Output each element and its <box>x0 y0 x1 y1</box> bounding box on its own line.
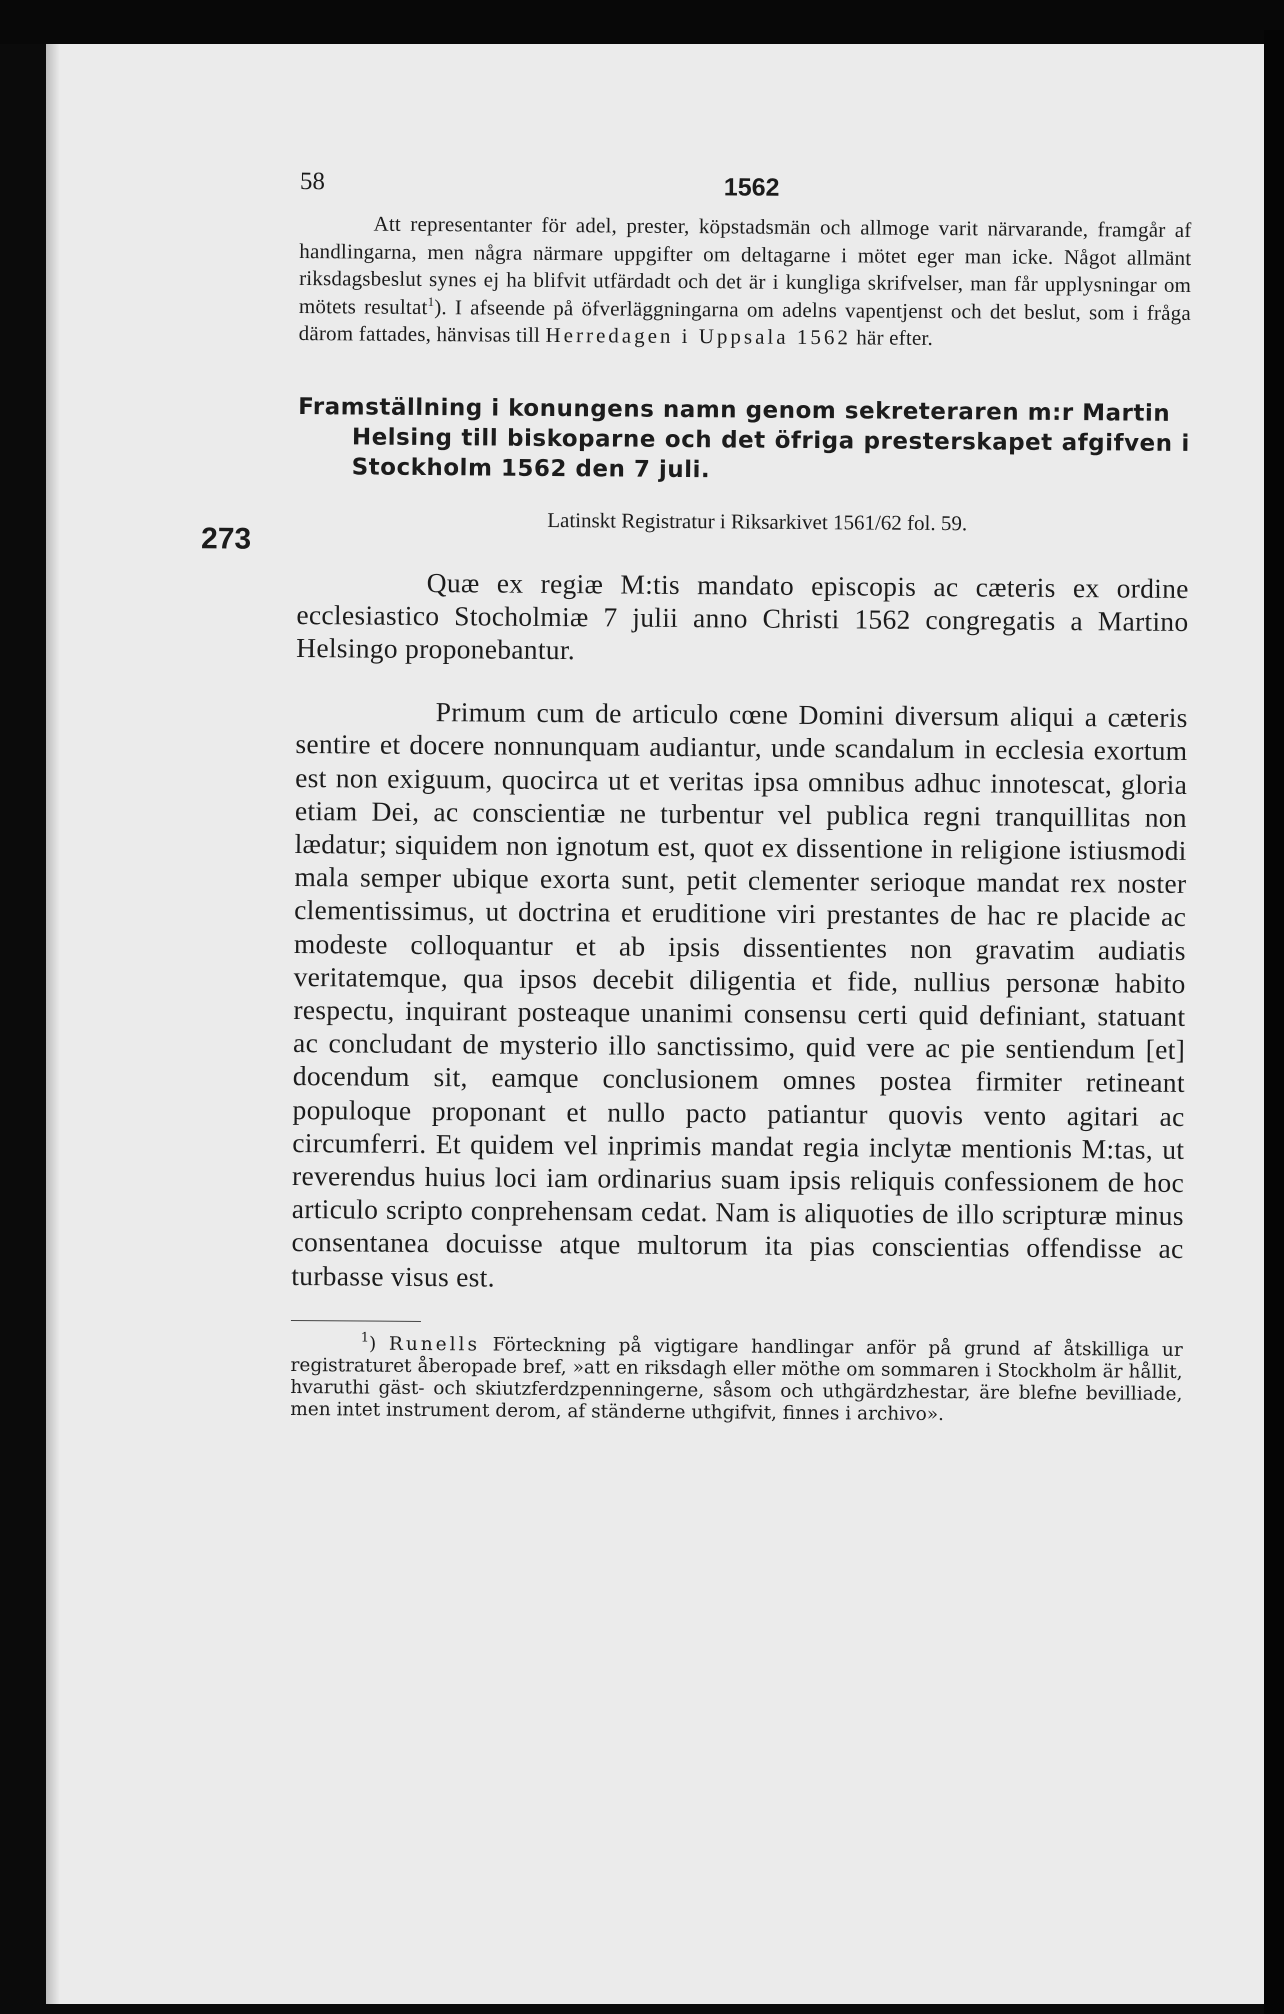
footnote-mark: 1 <box>360 1330 370 1346</box>
intro-paragraph <box>299 210 1192 355</box>
page-content <box>200 168 1192 1428</box>
page-edge-shadow <box>46 44 60 2004</box>
source-citation: Latinskt Registratur i Riksarkivet 1561/62 fol. 59. <box>547 507 968 535</box>
document-number: 273 <box>200 522 252 556</box>
document-title <box>298 391 1191 488</box>
document-title-continued: Helsing till biskoparne och det öfriga presterskapet afgifven i Stockholm 1562 den 7 juli. <box>351 423 1190 483</box>
footnote-divider <box>291 1320 421 1322</box>
intro-text-part1: Att representanter för adel, prester, köpstadsmän och allmoge varit närvarande, framgår af handlingarna, men några närmare uppgifter om deltagarne i mötet eger man icke. Något allmänt riksdagsbeslut synes ej ha blifvit utfärdadt och det är i kungliga skrifvelser, man får upplysningar om mötets resultat <box>298 211 1192 319</box>
footnote-author: Runells <box>388 1333 481 1356</box>
cross-reference: Herredagen i Uppsala 1562 <box>545 322 851 350</box>
page-number: 58 <box>299 168 325 196</box>
footnote-reference: 1 <box>427 293 435 309</box>
latin-heading-text: Quæ ex regiæ M:tis mandato episcopis ac cæteris ex ordine ecclesiastico Stocholmiæ 7 julii anno Christi 1562 congregatis a Martino Helsingo proponebantur. <box>296 566 1189 666</box>
running-header <box>300 168 1192 217</box>
latin-body-paragraph <box>291 694 1188 1299</box>
scan-border-right <box>1264 30 1284 2014</box>
document-title-line1: Framställning i konungens namn genom sekreteraren m:r Martin <box>298 393 1171 427</box>
latin-heading-paragraph <box>296 564 1189 671</box>
footnote: $^1$) Runells Förteckning på vigtigare handlingar anför på grund af åtskilliga ur registraturet åberopade bref, »att en riksdagh eller möthe om sommaren i Stockholm är hållit, hvaruthi gäst- och skiutzferdzpenningerne, såsom och uthgärdzhestar, äre blefne bevilliade, men intet instrument derom, af ständerne uthgifvit, finnes i archivo». <box>290 1330 1183 1425</box>
footnote-text: Förteckning på vigtigare handlingar anför på grund af åtskilliga ur registraturet åberopade bref, »att en riksdagh eller möthe om sommaren i Stockholm är hållit, hvaruthi gäst- och skiutzferdzpenningerne, såsom och uthgärdzhestar, äre blefne bevilliade, men intet instrument derom, af ständerne uthgifvit, finnes i archivo». <box>290 1334 1183 1425</box>
intro-text-part3: här efter. <box>856 325 934 350</box>
scan-border-top <box>0 0 1284 44</box>
latin-body-text: Primum cum de articulo cœne Domini diversum aliqui a cæteris sentire et docere nonnunquam audiantur, unde scandalum in ecclesia exortum est non exiguum, quocirca ut et veritas ipsa omnibus adhuc innotescat, gloria etiam Dei, ac conscientiæ ne turbentur vel publica regni tranquillitas non lædatur; siquidem non ignotum est, quot ex dissentione in religione istiusmodi mala semper ubique exorta sunt, petit clementer serioque mandat rex noster clementissimus, ut doctrina et eruditione viri prestantes de hac re placide ac modeste colloquantur et ab ipsis dissentientes non gravatim audiatis veritatemque, qua ipsos decebit diligentia et fide, nullius personæ habito respectu, inquirant posteaque unanimi consensu certi quid definiant, statuant ac concludant de mysterio illo sanctissimo, quid vere ac pie sentiendum [et] docendum sit, eamque conclusionem omnes postea firmiter retineant populoque proponant et nullo pacto patiantur quovis vento agitari ac circumferri. Et quidem vel inprimis mandat regia inclytæ mentionis M:tas, ut reverendus huius loci iam ordinarius suam ipsis reliquis confessionem de hoc articulo scripto conprehensam cedat. Nam is aliquoties de illo scripturæ minus consentanea docuisse atque multorum ita pias conscientias offendisse ac turbasse visus est. <box>291 696 1188 1293</box>
running-head-year: 1562 <box>723 173 780 202</box>
intro-text-part2: ). I afseende på öfverläggningarna om adelns vapentjenst och det beslut, som i fråga därom fattades, hänvisas till <box>298 294 1192 347</box>
